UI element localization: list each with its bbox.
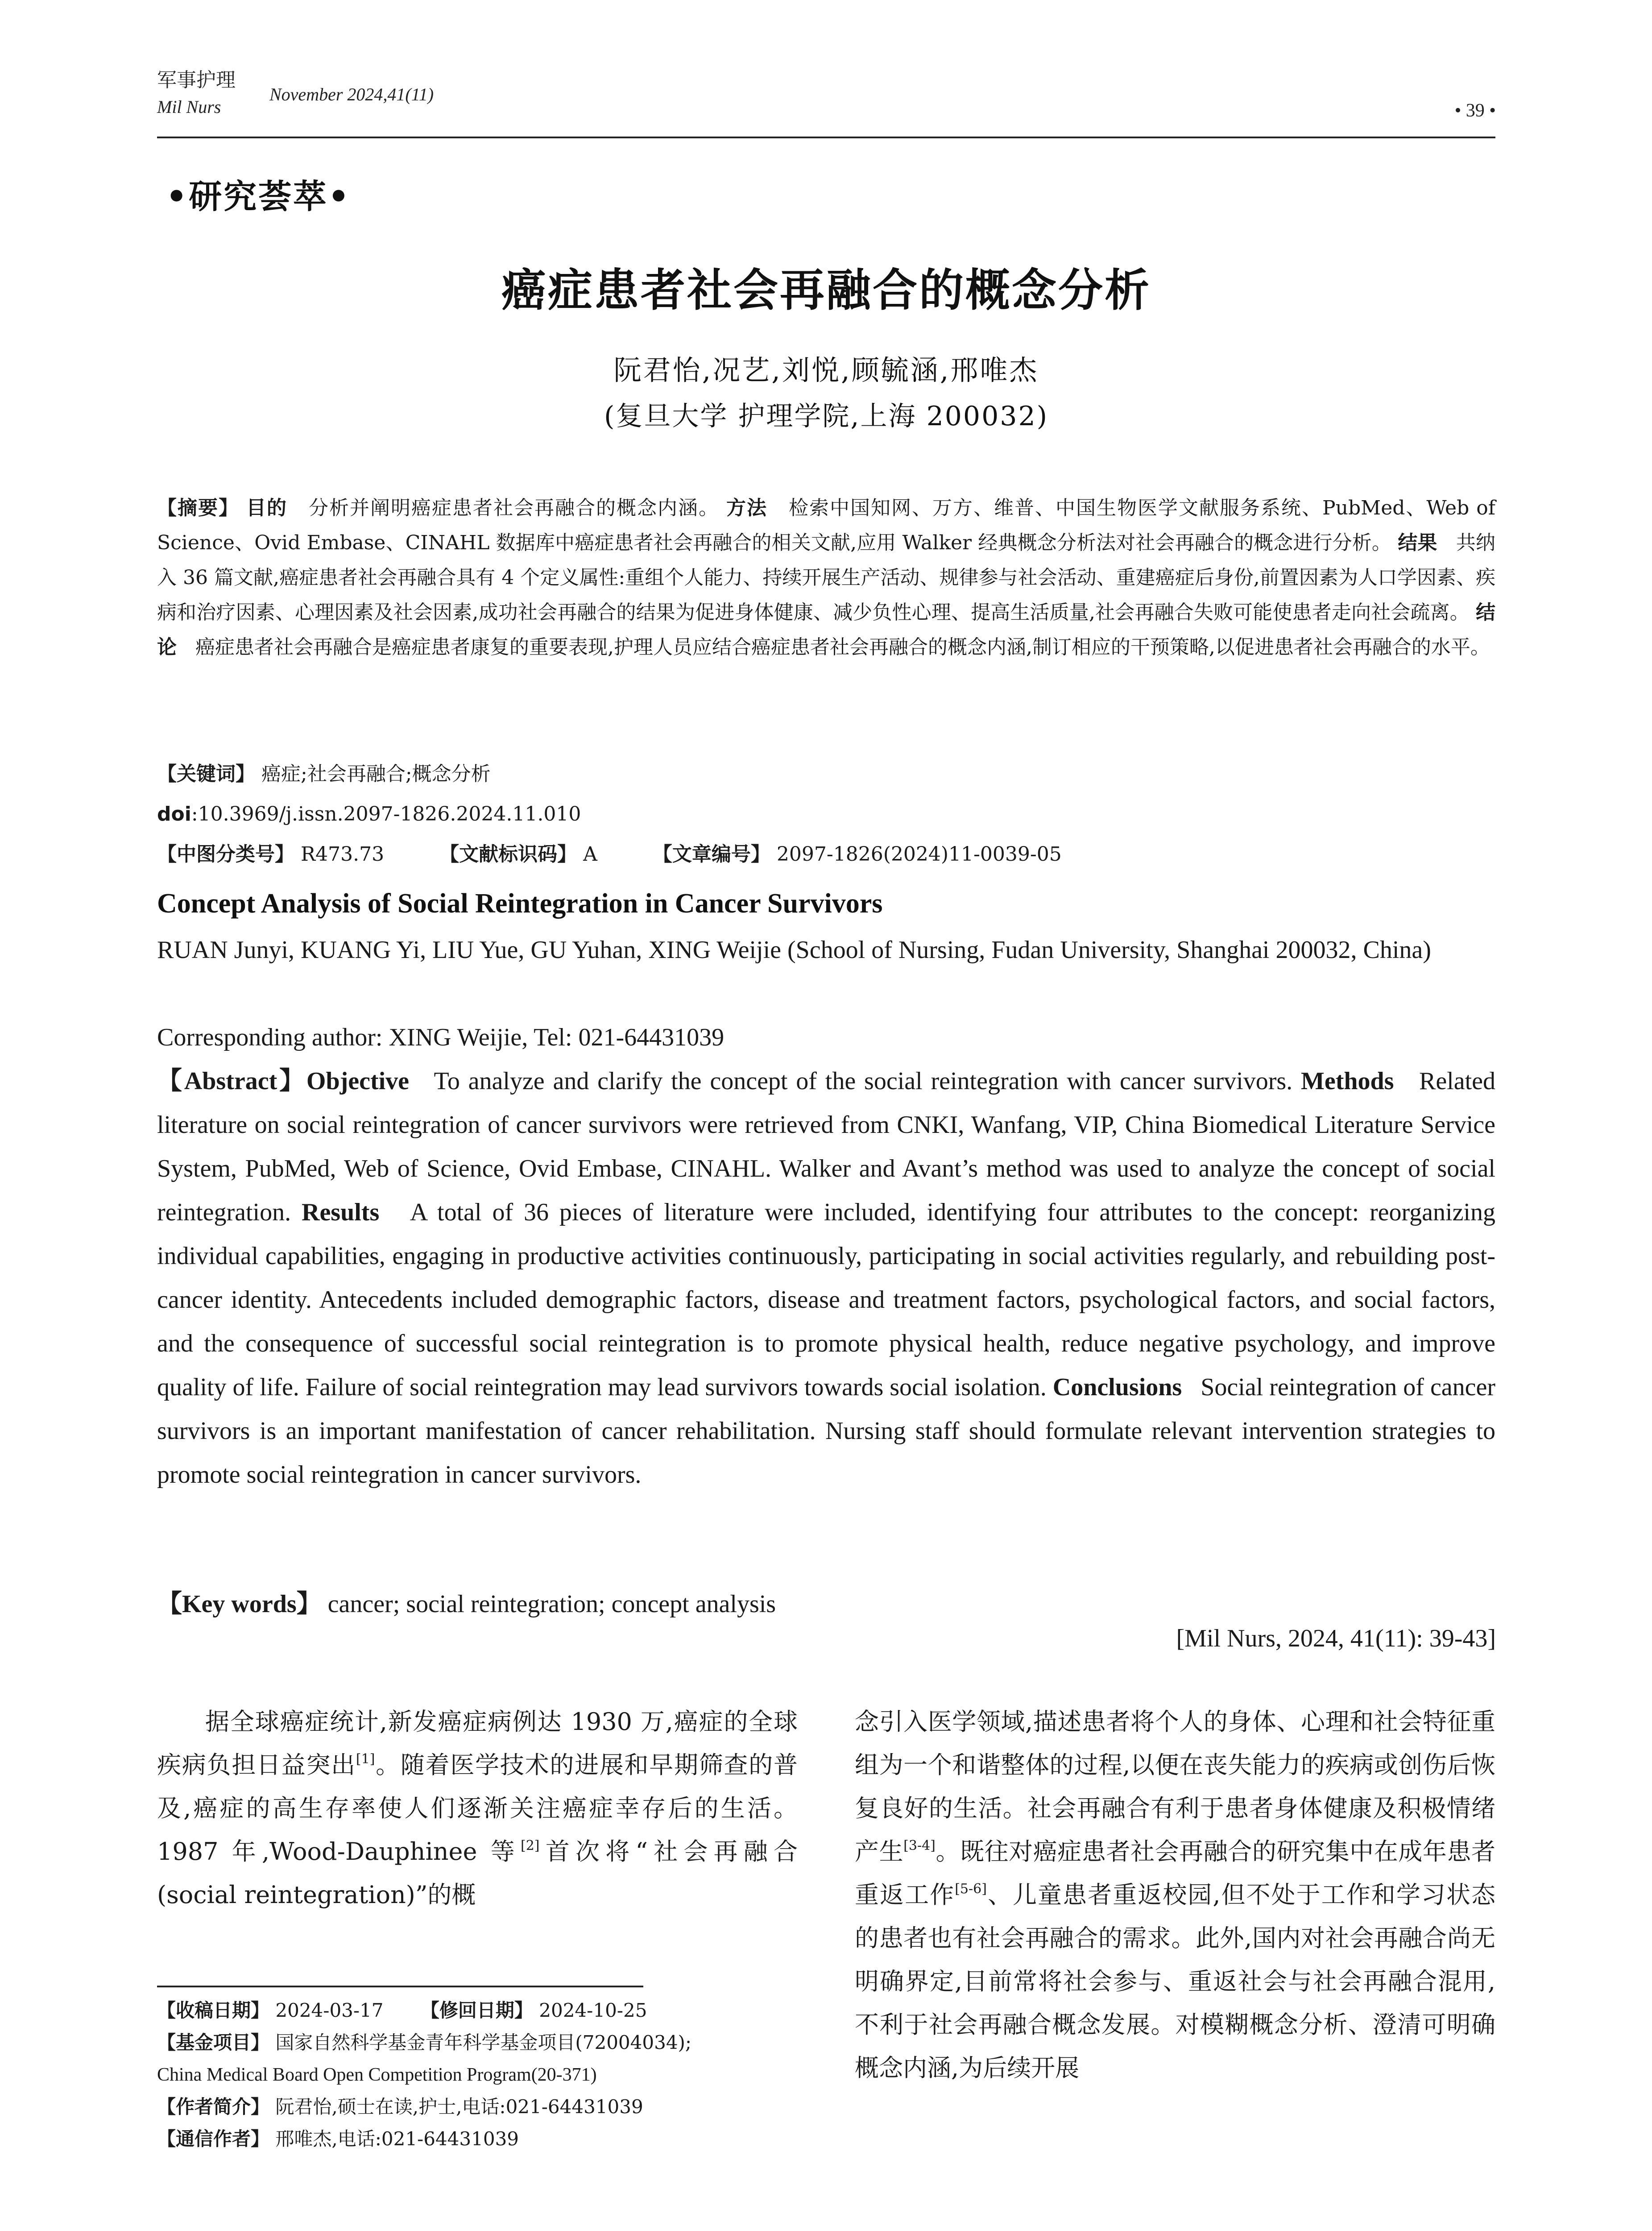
results-label-cn: 结果: [1398, 531, 1437, 554]
results-text-en: A total of 36 pieces of literature were included, identifying four attributes to the concept: reorganizing individual capabilities, engaging in productive activities continuously, participating in social activities regularly, and rebuilding post-cancer identity. Antecedents included demographic factors, disease and treatment factors, psychological factors, and social factors, and the consequence of successful social reintegration is to promote physical health, reduce negative psychology, and improve quality of life. Failure of social reintegration may lead survivors towards social isolation.: [157, 1198, 1495, 1401]
abstract-cn-label: 【摘要】: [157, 497, 240, 519]
footnote-dates: [157, 1995, 798, 2027]
author-bio-text: 阮君怡,硕士在读,护士,电话:021-64431039: [275, 2096, 643, 2118]
doi-value: :10.3969/j.issn.2097-1826.2024.11.010: [191, 803, 581, 825]
footnote-fund-en: China Medical Board Open Competition Program(20-371): [157, 2065, 597, 2085]
footnotes: [157, 1995, 798, 2155]
keywords-cn-value: 癌症;社会再融合;概念分析: [261, 763, 491, 785]
body-text: 。随着医学技术的进展和早期筛查的普及,癌症的高生存率使人们逐渐关注癌症幸存后的生活。1987 年,Wood-Dauphinee 等: [157, 1751, 798, 1866]
body-text: 据全球癌症统计,新发癌症病例达 1930 万,癌症的全球疾病负担日益突出: [157, 1708, 798, 1779]
english-title: Concept Analysis of Social Reintegration in Cancer Survivors: [157, 888, 883, 919]
revised-date: 2024-10-25: [539, 1999, 647, 2021]
affiliation: (复旦大学 护理学院,上海 200032): [604, 401, 1049, 432]
body-text: 念引入医学领域,描述患者将个人的身体、心理和社会特征重组为一个和谐整体的过程,以便在丧失能力的疾病或创伤后恢复良好的生活。社会再融合有利于患者身体健康及积极情绪产生: [855, 1708, 1495, 1866]
header-rule: [157, 137, 1495, 138]
footnote-fund: [157, 2027, 798, 2059]
keywords-en: [157, 1582, 1495, 1626]
journal-name-cn: 军事护理: [157, 69, 236, 91]
conclusion-label-cn: 结论: [157, 601, 1495, 659]
clc-value: R473.73: [301, 843, 385, 866]
doc-code-value: A: [583, 843, 597, 866]
corresponding-author: Corresponding author: XING Weijie, Tel: 021-64431039: [157, 1024, 725, 1051]
author-bio-label: 【作者简介】: [157, 2096, 270, 2118]
corresponding-label: 【通信作者】: [157, 2128, 270, 2150]
footnote-rule: [157, 1986, 643, 1987]
reference-mark[interactable]: [3-4]: [903, 1838, 936, 1854]
body-text: 首次将“社会再融合(social reintegration)”的概: [157, 1837, 798, 1909]
conclusions-label-en: Conclusions: [1052, 1373, 1182, 1401]
objective-label-en: Objective: [306, 1067, 410, 1095]
corresponding-text: 邢唯杰,电话:021-64431039: [275, 2128, 519, 2150]
methods-label-en: Methods: [1301, 1067, 1394, 1095]
doi-line: [157, 799, 1495, 830]
journal-name-en: Mil Nurs: [157, 97, 221, 117]
keywords-en-label: 【Key words】: [157, 1590, 322, 1618]
page-number: • 39 •: [1454, 100, 1496, 121]
methods-text-cn: 检索中国知网、万方、维普、中国生物医学文献服务系统、PubMed、Web of Science、Ovid Embase、CINAHL 数据库中癌症患者社会再融合的相关文献,应用 Walker 经典概念分析法对社会再融合的概念进行分析。: [157, 497, 1496, 554]
received-date: 2024-03-17: [275, 1999, 384, 2021]
methods-label-cn: 方法: [726, 497, 768, 519]
keywords-cn-label: 【关键词】: [157, 763, 255, 785]
objective-text-en: To analyze and clarify the concept of the social reintegration with cancer survivors.: [434, 1067, 1293, 1095]
article-number-label: 【文章编号】: [652, 843, 770, 866]
issue-date: November 2024,41(11): [269, 84, 434, 104]
keywords-cn: [157, 759, 1495, 790]
methods-text-en: Related literature on social reintegration of cancer survivors were retrieved from CNKI, Wanfang, VIP, China Biomedical Literature Service System, PubMed, Web of Science, Ovid Embase, CINAHL. Walker and Avant’s method was used to analyze the concept of social reintegration.: [157, 1067, 1496, 1226]
body-text: 、儿童患者重返校园,但不处于工作和学习状态的患者也有社会再融合的需求。此外,国内对社会再融合尚无明确界定,目前常将社会参与、重返社会与社会再融合混用,不利于社会再融合概念发展。对模糊概念分析、澄清可明确概念内涵,为后续开展: [855, 1881, 1496, 2082]
results-text-cn: 共纳入 36 篇文献,癌症患者社会再融合具有 4 个定义属性:重组个人能力、持续开展生产活动、规律参与社会活动、重建癌症后身份,前置因素为人口学因素、疾病和治疗因素、心理因素及社会因素,成功社会再融合的结果为促进身体健康、减少负性心理、提高生活质量,社会再融合失败可能使患者走向社会疏离。: [157, 531, 1495, 624]
doi-label: doi: [157, 803, 191, 825]
body-paragraph: [157, 1700, 798, 1916]
reference-mark[interactable]: [2]: [521, 1838, 540, 1854]
abstract-cn: [157, 491, 1495, 665]
abstract-en-label: 【Abstract】: [157, 1067, 306, 1095]
author-list: 阮君怡,况艺,刘悦,顾毓涵,邢唯杰: [613, 354, 1039, 386]
english-authors: RUAN Junyi, KUANG Yi, LIU Yue, GU Yuhan, XING Weijie (School of Nursing, Fudan University, Shanghai 200032, China): [157, 936, 1431, 964]
reference-mark[interactable]: [1]: [356, 1751, 375, 1767]
conclusions-text-en: Social reintegration of cancer survivors is an important manifestation of cancer rehabilitation. Nursing staff should formulate relevant intervention strategies to promote social reintegration in cancer survivors.: [157, 1373, 1496, 1489]
fund-label: 【基金项目】: [157, 2032, 270, 2053]
body-text: 。既往对癌症患者社会再融合的研究集中在成年患者重返工作: [855, 1837, 1496, 1909]
conclusion-text-cn: 癌症患者社会再融合是癌症患者康复的重要表现,护理人员应结合癌症患者社会再融合的概念内涵,制订相应的干预策略,以促进患者社会再融合的水平。: [195, 636, 1490, 659]
body-column-left: [157, 1700, 798, 1916]
doc-code-label: 【文献标识码】: [439, 843, 577, 866]
footnote-author: [157, 2091, 798, 2123]
reference-mark[interactable]: [5-6]: [955, 1881, 987, 1897]
citation: [Mil Nurs, 2024, 41(11): 39-43]: [1176, 1625, 1496, 1652]
revised-label: 【修回日期】: [420, 1999, 533, 2021]
clc-label: 【中图分类号】: [157, 843, 294, 866]
body-column-right: [855, 1700, 1495, 2090]
body-paragraph: [855, 1700, 1495, 2090]
objective-text-cn: 分析并阐明癌症患者社会再融合的概念内涵。: [309, 497, 720, 519]
running-header-journal: [157, 66, 236, 120]
abstract-en: [157, 1059, 1495, 1497]
section-tag: •研究荟萃•: [166, 178, 351, 216]
classification-line: [157, 839, 1495, 870]
results-label-en: Results: [302, 1198, 380, 1226]
keywords-en-value: cancer; social reintegration; concept analysis: [327, 1590, 776, 1618]
article-title: 癌症患者社会再融合的概念分析: [501, 264, 1151, 316]
article-number-value: 2097-1826(2024)11-0039-05: [776, 843, 1062, 866]
objective-label-cn: 目的: [246, 497, 288, 519]
footnote-corresponding: [157, 2123, 798, 2155]
fund-text: 国家自然科学基金青年科学基金项目(72004034);: [275, 2032, 692, 2053]
received-label: 【收稿日期】: [157, 1999, 270, 2021]
